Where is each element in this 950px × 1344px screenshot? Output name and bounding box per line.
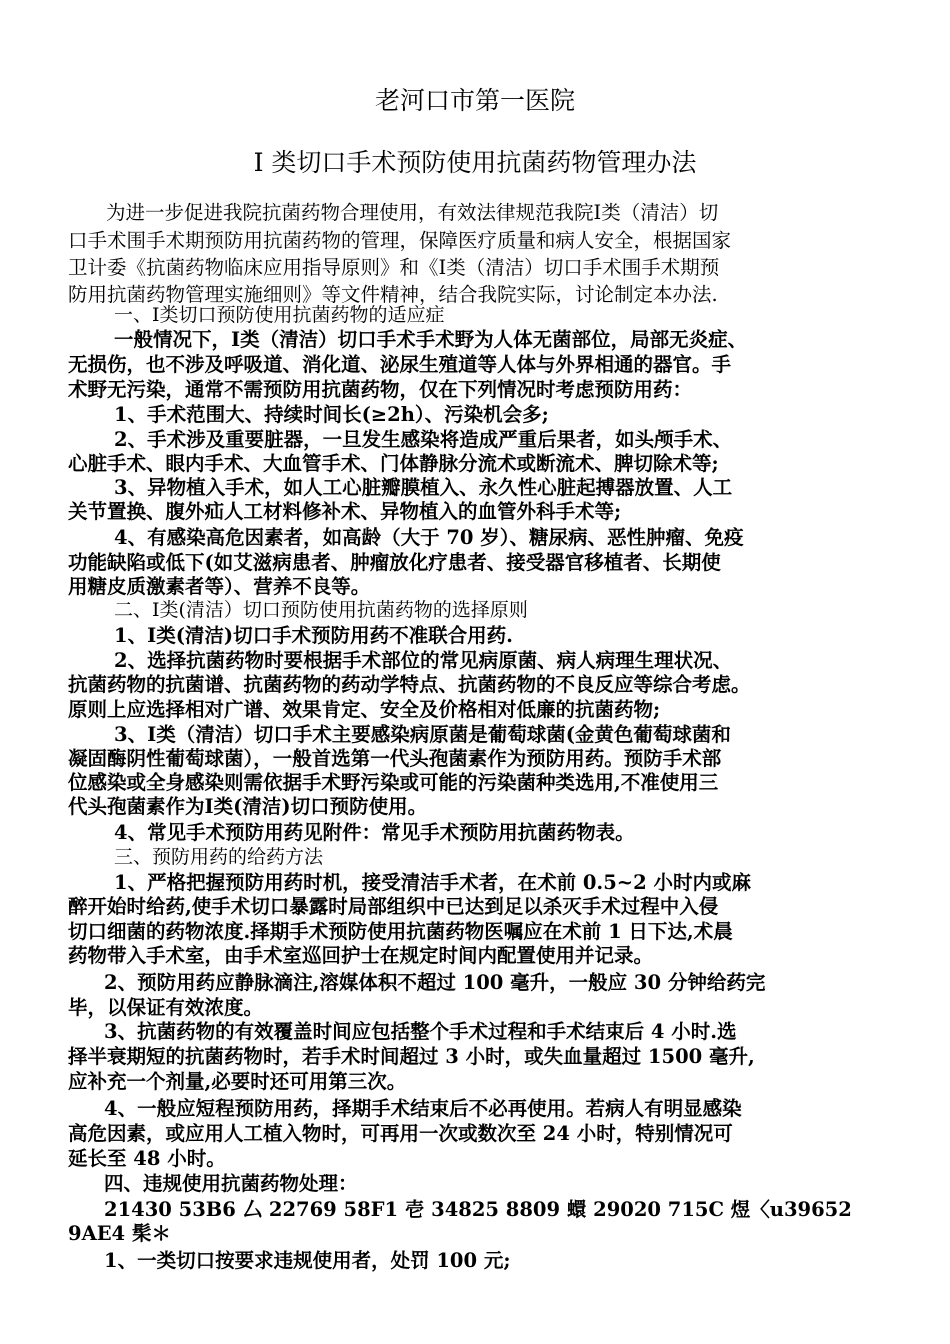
list-item: 切口细菌的药物浓度.择期手术预防使用抗菌药物医嘱应在术前 1 日下达,术晨 [68, 920, 733, 943]
list-item: 功能缺陷或低下(如艾滋病患者、肿瘤放化疗患者、接受器官移植者、长期使 [68, 551, 721, 574]
list-item: 用糖皮质激素者等）、营养不良等。 [68, 575, 371, 598]
list-item: 3、Ⅰ类（清洁）切口手术主要感染病原菌是葡萄球菌(金黄色葡萄球菌和 [114, 723, 731, 746]
document-title: Ⅰ 类切口手术预防使用抗菌药物管理办法 [253, 148, 697, 177]
intro-line: 卫计委《抗菌药物临床应用指导原则》和《Ⅰ类（清洁）切口手术围手术期预 [68, 256, 720, 279]
list-item: 心脏手术、眼内手术、大血管手术、门体静脉分流术或断流术、脾切除术等; [68, 452, 719, 475]
paragraph-line: 无损伤，也不涉及呼吸道、消化道、泌尿生殖道等人体与外界相通的器官。手 [68, 353, 732, 376]
section-heading: 四、违规使用抗菌药物处理： [104, 1172, 358, 1195]
garbled-text-line: 21430 53B6 厶 22769 58F1 壱 34825 8809 蠉 29020 715C 煜〈u39652 [104, 1198, 852, 1221]
list-item: 3、抗菌药物的有效覆盖时间应包括整个手术过程和手术结束后 4 小时.选 [104, 1020, 737, 1043]
list-item: 4、常见手术预防用药见附件：常见手术预防用抗菌药物表。 [114, 821, 635, 844]
section-heading: 一、Ⅰ类切口预防使用抗菌药物的适应症 [114, 304, 445, 326]
hospital-name: 老河口市第一医院 [374, 86, 575, 115]
garbled-text-line: 9AE4 髤＊ [68, 1222, 171, 1245]
list-item: 1、Ⅰ类(清洁)切口手术预防用药不准联合用药. [114, 624, 513, 647]
list-item: 应补充一个剂量,必要时还可用第三次。 [68, 1070, 407, 1093]
list-item: 择半衰期短的抗菌药物时，若手术时间超过 3 小时，或失血量超过 1500 毫升, [68, 1045, 755, 1068]
intro-line: 口手术围手术期预防用抗菌药物的管理，保障医疗质量和病人安全，根据国家 [68, 229, 732, 252]
list-item: 高危因素，或应用人工植入物时，可再用一次或数次至 24 小时，特别情况可 [68, 1122, 733, 1145]
list-item: 2、预防用药应静脉滴注,溶媒体积不超过 100 毫升，一般应 30 分钟给药完 [104, 971, 766, 994]
list-item: 1、严格把握预防用药时机，接受清洁手术者，在术前 0.5~2 小时内或麻 [114, 871, 751, 894]
list-item: 代头孢菌素作为Ⅰ类(清洁)切口预防使用。 [68, 795, 428, 818]
list-item: 醉开始时给药,使手术切口暴露时局部组织中已达到足以杀灭手术过程中入侵 [68, 895, 719, 918]
list-item: 原则上应选择相对广谱、效果肯定、安全及价格相对低廉的抗菌药物; [68, 698, 661, 721]
intro-line: 防用抗菌药物管理实施细则》等文件精神，结合我院实际，讨论制定本办法. [68, 283, 718, 306]
list-item: 1、手术范围大、持续时间长(≥2h）、污染机会多; [114, 403, 549, 426]
list-item: 药物带入手术室，由手术室巡回护士在规定时间内配置使用并记录。 [68, 944, 654, 967]
list-item: 抗菌药物的抗菌谱、抗菌药物的药动学特点、抗菌药物的不良反应等综合考虑。 [68, 673, 751, 696]
paragraph-line: 一般情况下，Ⅰ类（清洁）切口手术手术野为人体无菌部位，局部无炎症、 [114, 328, 748, 351]
list-item: 4、一般应短程预防用药，择期手术结束后不必再使用。若病人有明显感染 [104, 1097, 742, 1120]
list-item: 位感染或全身感染则需依据手术野污染或可能的污染菌种类选用,不准使用三 [68, 771, 719, 794]
intro-line: 为进一步促进我院抗菌药物合理使用，有效法律规范我院Ⅰ类（清洁）切 [106, 201, 719, 224]
list-item: 1、一类切口按要求违规使用者，处罚 100 元; [104, 1249, 511, 1272]
paragraph-line: 术野无污染，通常不需预防用抗菌药物，仅在下列情况时考虑预防用药： [68, 378, 693, 401]
list-item: 2、手术涉及重要脏器，一旦发生感染将造成严重后果者，如头颅手术、 [114, 428, 733, 451]
list-item: 3、异物植入手术，如人工心脏瓣膜植入、永久性心脏起搏器放置、人工 [114, 476, 733, 499]
list-item: 4、有感染高危因素者，如高龄（大于 70 岁）、糖尿病、恶性肿瘤、免疫 [114, 526, 744, 549]
section-heading: 二、Ⅰ类(清洁）切口预防使用抗菌药物的选择原则 [114, 599, 528, 621]
list-item: 凝固酶阴性葡萄球菌），一般首选第一代头孢菌素作为预防用药。预防手术部 [68, 747, 722, 770]
list-item: 毕，以保证有效浓度。 [68, 996, 264, 1019]
list-item: 2、选择抗菌药物时要根据手术部位的常见病原菌、病人病理生理状况、 [114, 649, 733, 672]
list-item: 关节置换、腹外疝人工材料修补术、异物植入的血管外科手术等; [68, 500, 622, 523]
section-heading: 三、预防用药的给药方法 [114, 846, 324, 868]
list-item: 延长至 48 小时。 [68, 1147, 226, 1170]
